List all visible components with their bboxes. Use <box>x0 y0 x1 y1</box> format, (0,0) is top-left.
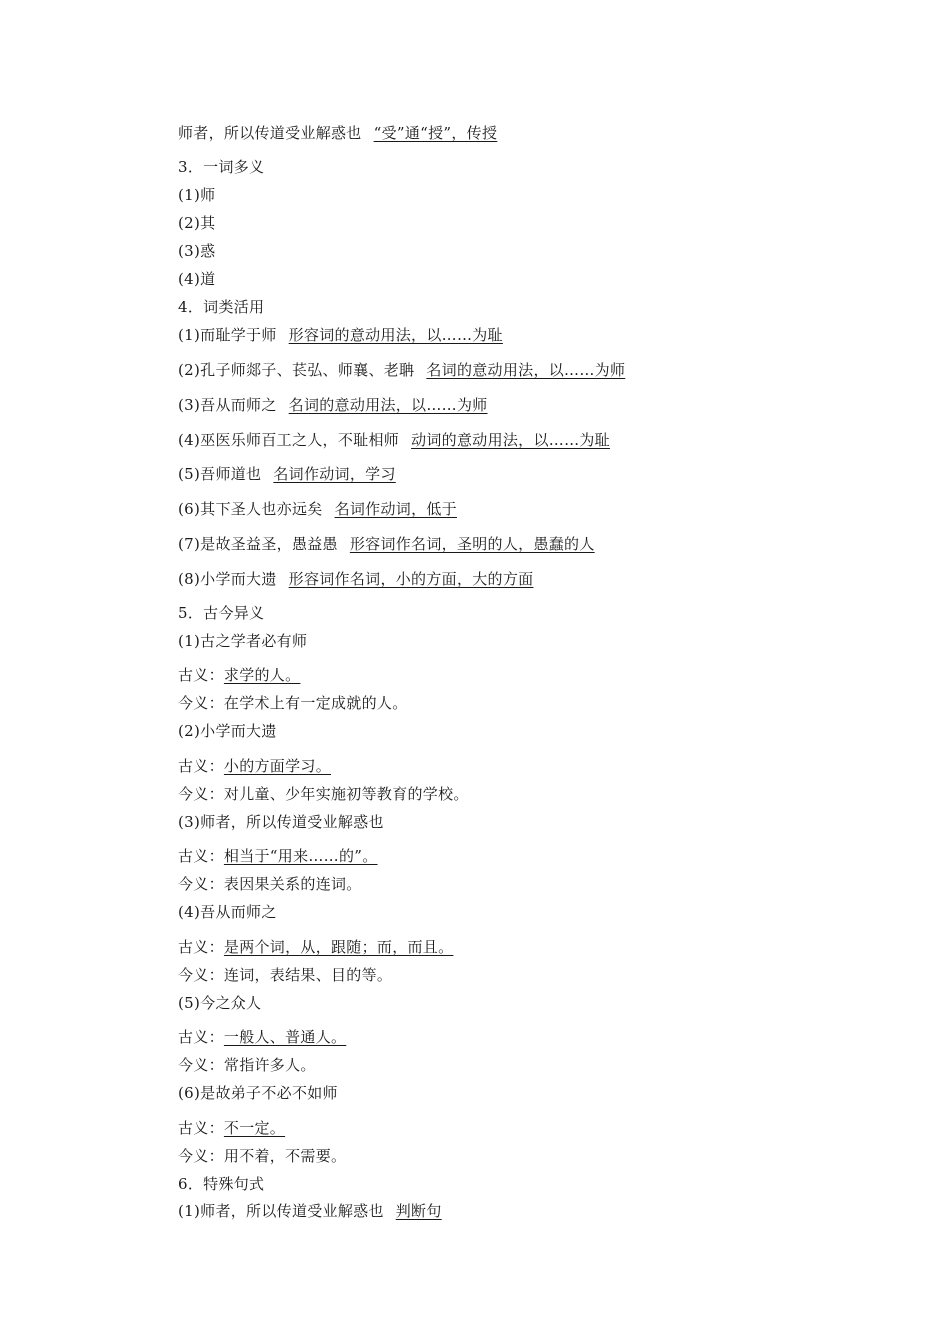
text-line: (6)其下圣人也亦远矣 名词作动词，低于 <box>178 500 457 518</box>
section-heading: 6．特殊句式 <box>178 1175 265 1193</box>
answer-underlined: 相当于“用来……的”。 <box>223 847 378 865</box>
text-line: 古义：相当于“用来……的”。 <box>178 847 378 865</box>
answer-underlined: 名词作动词，学习 <box>273 465 396 483</box>
text-line: 今义：用不着，不需要。 <box>178 1147 347 1165</box>
text-line: (3)惑 <box>178 242 216 260</box>
text-line: (1)师 <box>178 186 216 204</box>
text-line: (3)吾从而师之 名词的意动用法，以……为师 <box>178 396 488 414</box>
answer-underlined: 名词的意动用法，以……为师 <box>426 361 626 379</box>
text-line: (4)巫医乐师百工之人，不耻相师 动词的意动用法，以……为耻 <box>178 431 610 449</box>
text-line: (5)今之众人 <box>178 994 262 1012</box>
answer-underlined: 动词的意动用法，以……为耻 <box>411 431 610 449</box>
answer-underlined: 形容词的意动用法，以……为耻 <box>288 326 503 344</box>
text-line: (1)古之学者必有师 <box>178 632 308 650</box>
answer-underlined: 一般人、普通人。 <box>223 1028 347 1046</box>
text-line: (4)道 <box>178 270 216 288</box>
text-line: (2)其 <box>178 214 216 232</box>
text-line: (7)是故圣益圣，愚益愚 形容词作名词，圣明的人，愚蠢的人 <box>178 535 595 553</box>
text-line: (6)是故弟子不必不如师 <box>178 1084 338 1102</box>
answer-underlined: “受”通“授”，传授 <box>373 124 498 142</box>
text-line: (8)小学而大遗 形容词作名词，小的方面，大的方面 <box>178 570 534 588</box>
text-line: (1)而耻学于师 形容词的意动用法，以……为耻 <box>178 326 503 344</box>
answer-underlined: 判断句 <box>395 1202 442 1220</box>
section-heading: 3．一词多义 <box>178 158 265 176</box>
text-line: 今义：对儿童、少年实施初等教育的学校。 <box>178 785 469 803</box>
answer-underlined: 求学的人。 <box>223 666 301 684</box>
text-line: 今义：常指许多人。 <box>178 1056 316 1074</box>
answer-underlined: 形容词作名词，小的方面，大的方面 <box>288 570 534 588</box>
text-line: (2)小学而大遗 <box>178 722 277 740</box>
text-line: 今义：在学术上有一定成就的人。 <box>178 694 408 712</box>
text-line: 古义：小的方面学习。 <box>178 757 332 775</box>
text-line: (4)吾从而师之 <box>178 903 277 921</box>
text-line: (2)孔子师郯子、苌弘、师襄、老聃 名词的意动用法，以……为师 <box>178 361 626 379</box>
text-line: 古义：不一定。 <box>178 1119 286 1137</box>
text-line: 古义：是两个词，从，跟随；而，而且。 <box>178 938 454 956</box>
text-line: (5)吾师道也 名词作动词，学习 <box>178 465 396 483</box>
answer-underlined: 是两个词，从，跟随；而，而且。 <box>223 938 454 956</box>
text-line: (1)师者，所以传道受业解惑也 判断句 <box>178 1202 442 1220</box>
text-line: 古义：求学的人。 <box>178 666 301 684</box>
section-heading: 5．古今异义 <box>178 604 265 622</box>
answer-underlined: 不一定。 <box>223 1119 286 1137</box>
text-line: 古义：一般人、普通人。 <box>178 1028 347 1046</box>
answer-underlined: 名词的意动用法，以……为师 <box>288 396 488 414</box>
text-line: 今义：表因果关系的连词。 <box>178 875 362 893</box>
text-line: 今义：连词，表结果、目的等。 <box>178 966 393 984</box>
answer-underlined: 小的方面学习。 <box>223 757 332 775</box>
text-line: (3)师者，所以传道受业解惑也 <box>178 813 384 831</box>
section-heading: 4．词类活用 <box>178 298 265 316</box>
answer-underlined: 名词作动词，低于 <box>334 500 457 518</box>
text-line: 师者，所以传道受业解惑也 “受”通“授”，传授 <box>178 124 498 142</box>
answer-underlined: 形容词作名词，圣明的人，愚蠢的人 <box>349 535 595 553</box>
